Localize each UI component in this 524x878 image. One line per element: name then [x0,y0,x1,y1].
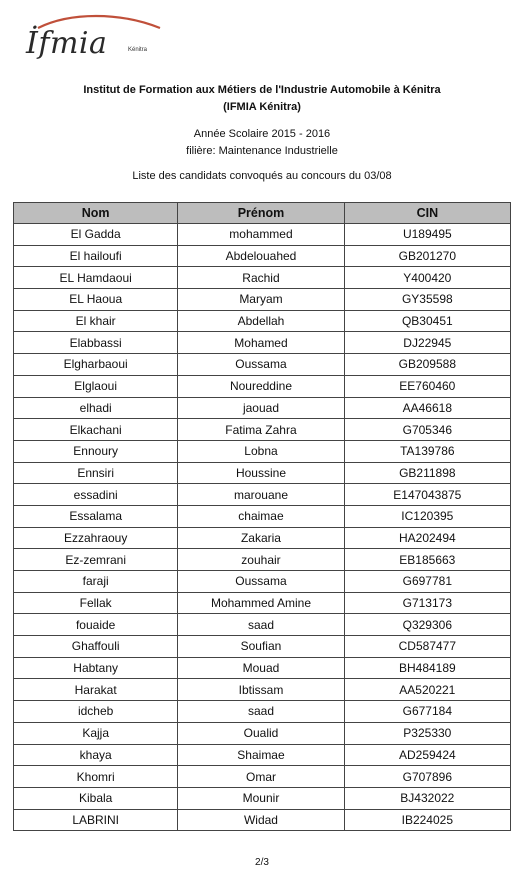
table-row [14,657,511,679]
table-row [14,809,511,831]
table-row [14,224,511,246]
cell-nom: khaya [14,744,178,766]
cell-cin: Q329306 [344,614,510,636]
cell-nom: EL Haoua [14,289,178,311]
table-row [14,614,511,636]
cell-prenom: Lobna [178,440,344,462]
logo-text: İfmia [26,26,108,61]
cell-cin: GB209588 [344,354,510,376]
cell-nom: LABRINI [14,809,178,831]
cell-cin: G697781 [344,571,510,593]
cell-cin: EB185663 [344,549,510,571]
cell-nom: Harakat [14,679,178,701]
cell-cin: EE760460 [344,375,510,397]
school-year: Année Scolaire 2015 - 2016 [193,128,331,140]
cell-cin: AA520221 [344,679,510,701]
cell-nom: Elkachani [14,419,178,441]
list-title: Liste des candidats convoqués au concours du 03/08 [132,170,392,182]
table-header-row [14,203,511,224]
table-row [14,419,511,441]
cell-prenom: Zakaria [178,527,344,549]
cell-prenom: Abdelouahed [178,245,344,267]
cell-nom: faraji [14,571,178,593]
cell-nom: Elabbassi [14,332,178,354]
cell-prenom: Rachid [178,267,344,289]
table-body [14,224,511,831]
document-header [0,82,524,185]
cell-cin: BH484189 [344,657,510,679]
table-row [14,744,511,766]
cell-nom: fouaide [14,614,178,636]
cell-prenom: zouhair [178,549,344,571]
table-row [14,462,511,484]
cell-prenom: Soufian [178,636,344,658]
table-row [14,332,511,354]
cell-nom: Kibala [14,787,178,809]
cell-cin: IC120395 [344,505,510,527]
cell-nom: El Gadda [14,224,178,246]
cell-cin: BJ432022 [344,787,510,809]
cell-prenom: Noureddine [178,375,344,397]
cell-nom: Kajja [14,722,178,744]
table-row [14,571,511,593]
cell-prenom: Houssine [178,462,344,484]
institute-name: Institut de Formation aux Métiers de l'Industrie Automobile à Kénitra [83,84,441,96]
cell-prenom: marouane [178,484,344,506]
cell-nom: Habtany [14,657,178,679]
cell-cin: U189495 [344,224,510,246]
cell-prenom: Oussama [178,354,344,376]
logo-subtitle: Kénitra [128,47,148,53]
cell-cin: P325330 [344,722,510,744]
cell-cin: DJ22945 [344,332,510,354]
table-row [14,787,511,809]
table-row [14,310,511,332]
cell-nom: El khair [14,310,178,332]
cell-nom: Essalama [14,505,178,527]
cell-cin: AA46618 [344,397,510,419]
cell-nom: Fellak [14,592,178,614]
cell-nom: Ez-zemrani [14,549,178,571]
cell-nom: El hailoufi [14,245,178,267]
cell-cin: GB201270 [344,245,510,267]
cell-nom: Khomri [14,766,178,788]
cell-cin: G713173 [344,592,510,614]
cell-prenom: Mounir [178,787,344,809]
cell-prenom: Mohammed Amine [178,592,344,614]
cell-cin: Y400420 [344,267,510,289]
cell-prenom: Widad [178,809,344,831]
table-row [14,289,511,311]
page-number: 2/3 [255,857,269,868]
table-row [14,505,511,527]
cell-prenom: mohammed [178,224,344,246]
cell-nom: Ghaffouli [14,636,178,658]
cell-prenom: Ibtissam [178,679,344,701]
table-row [14,484,511,506]
cell-nom: idcheb [14,701,178,723]
cell-nom: elhadi [14,397,178,419]
logo [20,14,170,60]
table-row [14,245,511,267]
table-row [14,722,511,744]
cell-cin: CD587477 [344,636,510,658]
cell-cin: E147043875 [344,484,510,506]
header-nom: Nom [14,203,178,224]
table-row [14,527,511,549]
cell-prenom: jaouad [178,397,344,419]
header-cin: CIN [344,203,510,224]
cell-prenom: chaimae [178,505,344,527]
cell-prenom: saad [178,701,344,723]
cell-prenom: Mohamed [178,332,344,354]
cell-prenom: Oualid [178,722,344,744]
table-row [14,375,511,397]
institute-abbrev: (IFMIA Kénitra) [223,101,301,113]
table-row [14,267,511,289]
candidates-table [13,202,511,831]
cell-cin: G677184 [344,701,510,723]
table-row [14,354,511,376]
cell-prenom: Maryam [178,289,344,311]
cell-cin: GY35598 [344,289,510,311]
cell-nom: essadini [14,484,178,506]
table-row [14,679,511,701]
cell-nom: EL Hamdaoui [14,267,178,289]
table-row [14,549,511,571]
table-row [14,701,511,723]
cell-nom: Elgharbaoui [14,354,178,376]
cell-cin: G707896 [344,766,510,788]
cell-cin: HA202494 [344,527,510,549]
table-row [14,397,511,419]
cell-cin: G705346 [344,419,510,441]
cell-prenom: Oussama [178,571,344,593]
table-row [14,636,511,658]
cell-prenom: saad [178,614,344,636]
cell-cin: GB211898 [344,462,510,484]
header-prenom: Prénom [178,203,344,224]
cell-cin: TA139786 [344,440,510,462]
cell-prenom: Abdellah [178,310,344,332]
table-row [14,766,511,788]
cell-nom: Ennoury [14,440,178,462]
cell-nom: Ennsiri [14,462,178,484]
program-name: filière: Maintenance Industrielle [186,145,338,157]
table-row [14,440,511,462]
table-row [14,592,511,614]
cell-cin: AD259424 [344,744,510,766]
cell-nom: Elglaoui [14,375,178,397]
cell-cin: QB30451 [344,310,510,332]
cell-prenom: Fatima Zahra [178,419,344,441]
cell-prenom: Shaimae [178,744,344,766]
cell-cin: IB224025 [344,809,510,831]
cell-nom: Ezzahraouy [14,527,178,549]
cell-prenom: Mouad [178,657,344,679]
cell-prenom: Omar [178,766,344,788]
